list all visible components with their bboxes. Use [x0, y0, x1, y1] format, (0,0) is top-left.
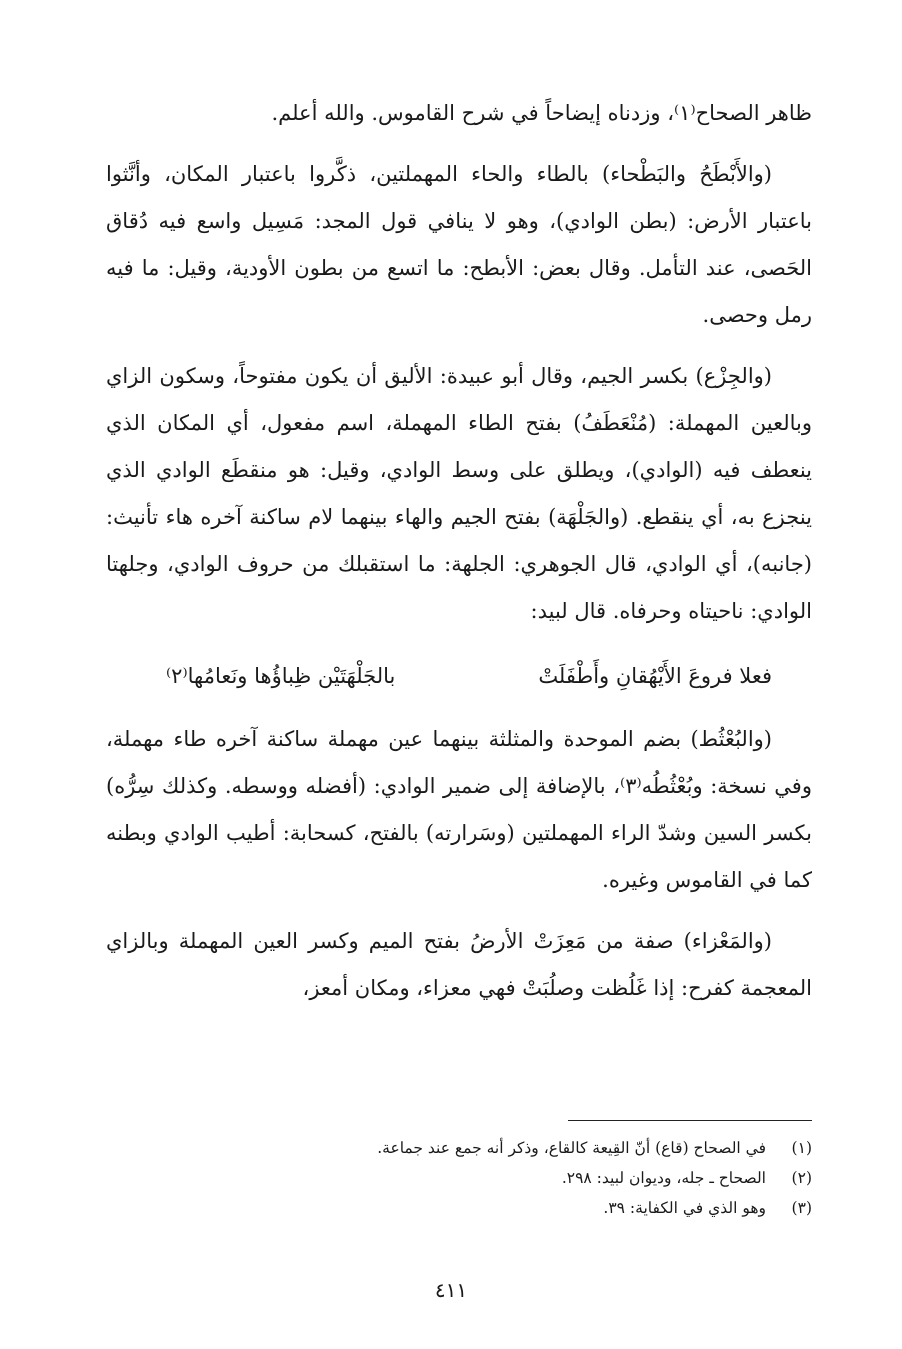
footnote-text: الصحاح ـ جله، وديوان لبيد: ٢٩٨.: [561, 1169, 766, 1187]
footnotes: [106, 1133, 812, 1223]
footnote-text: في الصحاح (قاع) أنّ القِيعة كالقاع، وذكر أنه جمع عند جماعة.: [377, 1139, 766, 1157]
verse-second-hemistich: بالجَلْهَتَيْن ظِباؤُها ونَعامُها⁽٢⁾: [166, 664, 396, 688]
verse-first-hemistich: فعلا فروعَ الأَيْهُقانِ وأَطْفَلَتْ: [538, 664, 772, 688]
main-text: [106, 90, 812, 1012]
footnote-number: (١): [791, 1139, 812, 1157]
footnote-text: وهو الذي في الكفاية: ٣٩.: [603, 1199, 766, 1217]
footnote: [106, 1163, 812, 1193]
paragraph-mazaa: (والمَعْزاء) صفة من مَعِزَتْ الأرضُ بفتح الميم وكسر العين المهملة وبالزاي المعجمة كفرح: إذا غَلُظت وصلُبَتْ فهي معزاء، ومكان أمعز،: [106, 929, 812, 1000]
footnote: [106, 1133, 812, 1163]
footnote: [106, 1193, 812, 1223]
paragraph-buthut: (والبُعْثُط) بضم الموحدة والمثلثة بينهما عين مهملة ساكنة آخره طاء مهملة، وفي نسخة: وبُعْثُطُه⁽٣⁾، بالإضافة إلى ضمير الوادي: (أفضله ووسطه. وكذلك سِرُّه) بكسر السين وشدّ الراء المهملتين (وسَرارته) بالفتح، كسحابة: أطيب الوادي وبطنه كما في القاموس وغيره.: [106, 727, 812, 892]
paragraph-continuation: ظاهر الصحاح⁽١⁾، وزدناه إيضاحاً في شرح القاموس. والله أعلم.: [271, 101, 812, 125]
paragraph-jiz: (والجِزْع) بكسر الجيم، وقال أبو عبيدة: الأليق أن يكون مفتوحاً، وسكون الزاي وبالعين المهملة: (مُنْعَطَفُ) بفتح الطاء المهملة، اسم مفعول، أي المكان الذي ينعطف فيه (الوادي)، ويطلق على وسط الوادي، وقيل: هو منقطَع الوادي الذي ينجزع به، أي ينقطع. (والجَلْهَة) بفتح الجيم والهاء بينهما لام ساكنة آخره هاء تأنيث: (جانبه)، أي الوادي، قال الجوهري: الجلهة: ما استقبلك من حروف الوادي، وجلهتا الوادي: ناحيتاه وحرفاه. قال لبيد:: [106, 364, 812, 623]
footnote-number: (٣): [791, 1199, 812, 1217]
poetry-verse: [106, 635, 812, 716]
footnote-separator: [568, 1120, 812, 1121]
footnote-number: (٢): [791, 1169, 812, 1187]
paragraph-abtah: (والأَبْطَحُ والبَطْحاء) بالطاء والحاء المهملتين، ذكَّروا باعتبار المكان، وأنَّثوا باعتبار الأرض: (بطن الوادي)، وهو لا ينافي قول المجد: مَسِيل واسع فيه دُقاق الحَصى، عند التأمل. وقال بعض: الأبطح: ما اتسع من بطون الأودية، وقيل: ما فيه رمل وحصى.: [106, 162, 812, 327]
page-number: ٤١١: [434, 1278, 468, 1302]
